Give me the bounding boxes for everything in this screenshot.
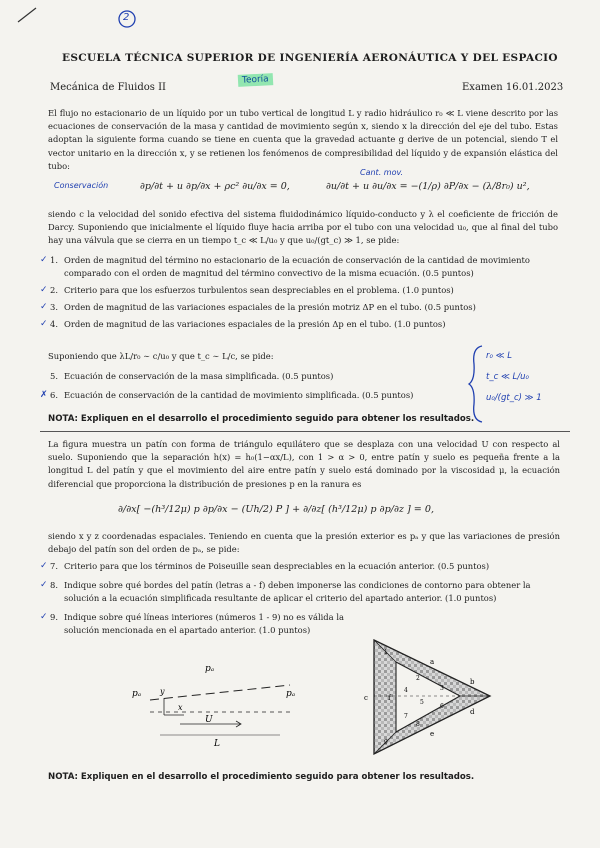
- interior-number: 7: [404, 713, 408, 720]
- part1-question-list-2: [40, 370, 420, 402]
- label-pa-left: pₐ: [132, 689, 142, 699]
- annotation-momentum: Cant. mov.: [360, 168, 404, 177]
- question-text: Indique sobre qué líneas interiores (números 1 - 9) no es válida la solución mencionada en el apartado anterior. (1.0 puntos): [64, 612, 344, 635]
- interior-number: 4: [404, 687, 408, 694]
- subject-title: Mecánica de Fluidos II: [50, 82, 167, 93]
- question-number: 6.: [50, 390, 58, 400]
- page-number-mark: 2: [123, 12, 130, 23]
- question-text: Orden de magnitud del término no estacionario de la ecuación de conservación de la cantidad de movimiento comparado con el orden de magnitud del término convectivo de la misma ecuación. (0.5 puntos): [64, 255, 530, 278]
- interior-number: 6: [440, 703, 444, 710]
- pad-surface-line: [150, 685, 290, 700]
- margin-notes: [486, 346, 542, 409]
- part1-question-list: [40, 254, 560, 335]
- question-number: 7.: [50, 561, 58, 571]
- question-text: Criterio para que los esfuerzos turbulentos sean despreciables en el problema. (1.0 puntos): [64, 285, 454, 295]
- edge-letter: e: [430, 730, 435, 738]
- check-mark-icon: ✓: [40, 255, 48, 265]
- question-7: [40, 560, 560, 573]
- margin-note: u₀/(gt_c) ≫ 1: [486, 393, 542, 403]
- part1-conditions: siendo c la velocidad del sonido efectiva del sistema fluidodinámico líquido-conducto y λ el coeficiente de fricción de Darcy. Suponiendo que inicialmente el líquido fluye hacia arriba por el tubo con una velocidad u₀, que al final del tubo hay una válvula que se cierra en un tiempo t_c ≪ L/u₀ y que u₀/(gt_c) ≫ 1, se pide:: [48, 209, 558, 246]
- question-number: 2.: [50, 285, 58, 295]
- question-text: Ecuación de conservación de la cantidad de movimiento simplificada. (0.5 puntos): [64, 390, 414, 400]
- pad-side-view-figure: [120, 660, 310, 750]
- part2-conditions: siendo x y z coordenadas espaciales. Teniendo en cuenta que la presión exterior es pₐ y que las variaciones de presión debajo del patín son del orden de pₐ, se pide:: [48, 531, 560, 555]
- part1-supposing: Suponiendo que λL/r₀ ∼ c/u₀ y que t_c ∼ L/c, se pide:: [48, 351, 274, 361]
- part2-intro: La figura muestra un patín con forma de triángulo equilátero que se desplaza con una velocidad U con respecto al suelo. Suponiendo que la separación h(x) = h₀(1−αx/L), con 1 > α > 0, entre patín y suelo es pequeña frente a la longitud L del patín y que el movimiento del aire entre patín y suelo está dominado por la viscosidad μ, la ecuación diferencial que proporciona la distribución de presiones p en la ranura es: [48, 439, 560, 489]
- question-1: [40, 254, 560, 280]
- question-6: [40, 389, 420, 402]
- interior-number: 9: [384, 739, 388, 746]
- question-text: Orden de magnitud de las variaciones espaciales de la presión motriz ΔP en el tubo. (0.5 puntos): [64, 302, 476, 312]
- part1-intro: El flujo no estacionario de un líquido por un tubo vertical de longitud L y radio hidráulico r₀ ≪ L viene descrito por las ecuaciones de conservación de la masa y cantidad de movimiento según x, siendo x la dirección del eje del tubo. Estas adoptan la siguiente forma cuando se tiene en cuenta que la gravedad actuante g derive de un potencial, siendo T el vector unitario en la dirección x, y se retienen los fenómenos de compresibilidad del líquido y de expansión elástica del tubo:: [48, 108, 558, 171]
- label-U: U: [205, 715, 213, 725]
- question-number: 4.: [50, 319, 58, 329]
- edge-letter: c: [364, 694, 368, 702]
- question-text: Orden de magnitud de las variaciones espaciales de la presión Δp en el tubo. (1.0 puntos): [64, 319, 446, 329]
- question-number: 8.: [50, 580, 58, 590]
- question-number: 5.: [50, 371, 58, 381]
- question-5: [40, 370, 420, 383]
- triangle-pad-figure: [360, 634, 500, 764]
- interior-number: 3: [440, 685, 444, 692]
- label-pa-right: pₐ: [286, 689, 296, 699]
- interior-number: 8: [416, 721, 420, 728]
- brace-icon: [466, 344, 486, 424]
- label-y: y: [160, 687, 165, 696]
- question-4: [40, 318, 560, 331]
- edge-letter: d: [470, 708, 475, 716]
- theory-highlight-tag: Teoría: [238, 73, 273, 87]
- question-number: 9.: [50, 612, 58, 622]
- edge-letter: a: [430, 658, 435, 666]
- question-2: [40, 284, 560, 297]
- margin-note: t_c ≪ L/u₀: [486, 372, 529, 382]
- check-mark-icon: ✓: [40, 612, 48, 622]
- check-mark-icon: ✓: [40, 580, 48, 590]
- question-9: [40, 611, 360, 637]
- edge-letter: b: [470, 678, 475, 686]
- label-L: L: [214, 739, 220, 749]
- exam-date: Examen 16.01.2023: [462, 82, 564, 93]
- interior-number: 1: [384, 649, 388, 656]
- interior-number: 2: [416, 675, 420, 682]
- momentum-equation: ∂u/∂t + u ∂u/∂x = −(1/ρ) ∂P/∂x − (λ/8r₀) u²,: [326, 181, 530, 192]
- section-divider: [40, 431, 570, 432]
- question-text: Indique sobre qué bordes del patín (letras a - f) deben imponerse las condiciones de contorno para obtener la solución a la ecuación simplificada resultante de aplicar el criterio del apartado anterior. (1.0 puntos): [64, 580, 531, 603]
- question-text: Criterio para que los términos de Poiseuille sean despreciables en la ecuación anterior. (0.5 puntos): [64, 561, 490, 571]
- mass-equation: ∂p/∂t + u ∂p/∂x + ρc² ∂u/∂x = 0,: [140, 181, 290, 192]
- margin-note: r₀ ≪ L: [486, 351, 512, 361]
- check-mark-icon: ✓: [40, 302, 48, 312]
- question-number: 1.: [50, 255, 58, 265]
- edge-letter: f: [388, 694, 391, 702]
- cross-mark-icon: ✗: [40, 390, 48, 400]
- check-mark-icon: ✓: [40, 561, 48, 571]
- reynolds-equation: ∂/∂x[ −(h³/12μ) p ∂p/∂x − (Uh/2) P ] + ∂/∂z[ (h³/12μ) p ∂p/∂z ] = 0,: [118, 504, 435, 515]
- question-number: 3.: [50, 302, 58, 312]
- label-x: x: [178, 703, 183, 712]
- check-mark-icon: [40, 370, 50, 383]
- question-3: [40, 301, 560, 314]
- part1-note: NOTA: Expliquen en el desarrollo el procedimiento seguido para obtener los resultados.: [48, 414, 475, 424]
- question-text: Ecuación de conservación de la masa simplificada. (0.5 puntos): [64, 371, 334, 381]
- interior-number: 5: [420, 699, 424, 706]
- check-mark-icon: ✓: [40, 319, 48, 329]
- school-header: ESCUELA TÉCNICA SUPERIOR DE INGENIERÍA AERONÁUTICA Y DEL ESPACIO: [62, 52, 558, 64]
- question-8: [40, 579, 560, 605]
- check-mark-icon: ✓: [40, 285, 48, 295]
- part2-question-list: [40, 560, 560, 637]
- annotation-conservation: Conservación: [54, 181, 109, 190]
- label-pa-top: pₐ: [205, 664, 215, 674]
- part2-note: NOTA: Expliquen en el desarrollo el procedimiento seguido para obtener los resultados.: [48, 772, 475, 782]
